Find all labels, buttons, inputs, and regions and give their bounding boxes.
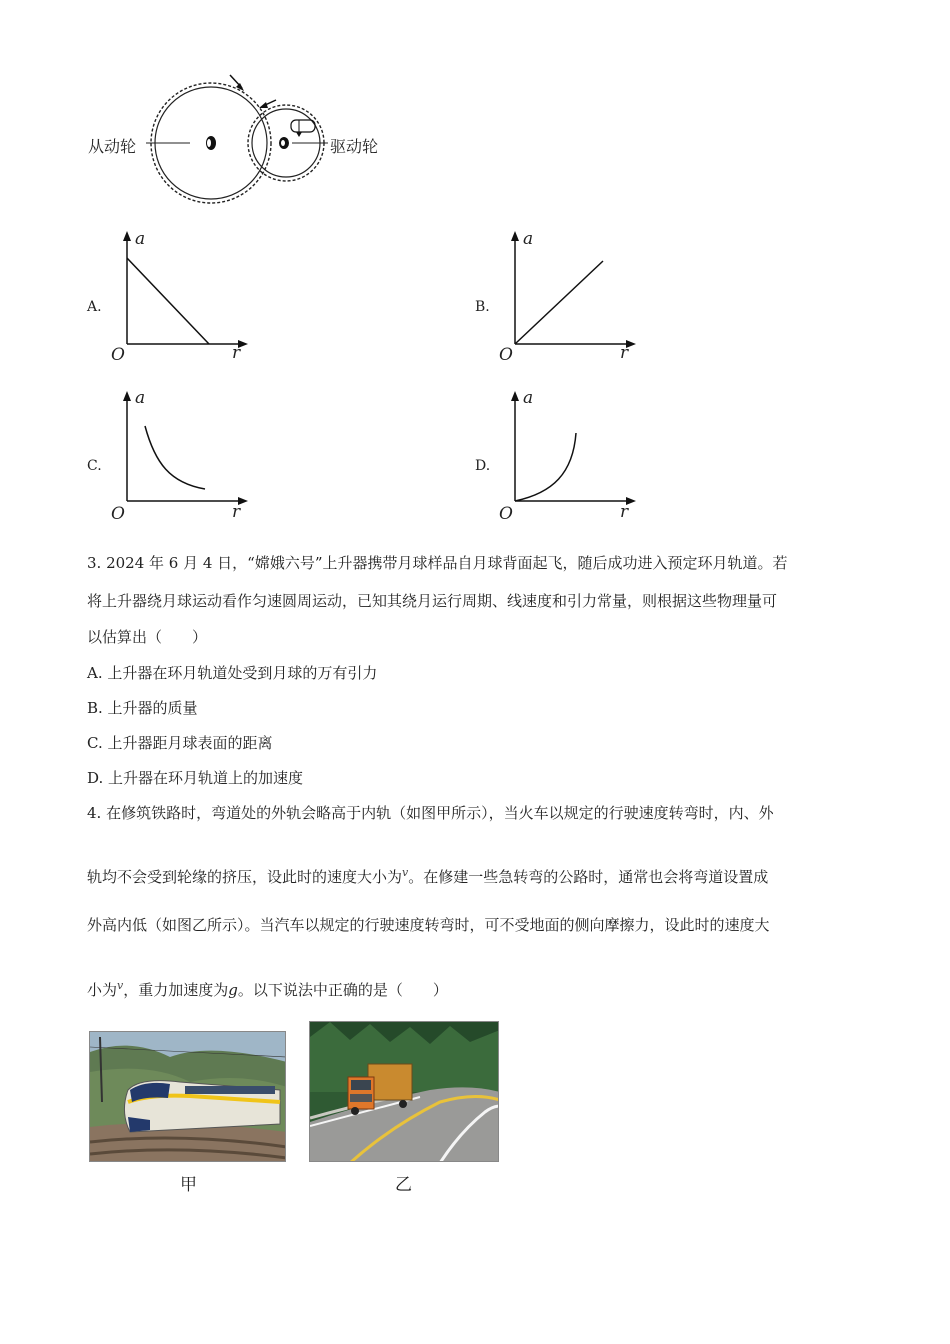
q3-line-1: 3. 2024 年 6 月 4 日，“嫦娥六号”上升器携带月球样品自月球背面起飞，随后成功进入预定环月轨道。若 (87, 554, 788, 572)
v1-symbol: v (402, 866, 409, 879)
train-photo (89, 1031, 286, 1162)
q3-line-3: 以估算出（ ） (87, 628, 208, 646)
q3-option-d[interactable]: D. 上升器在环月轨道上的加速度 (87, 769, 304, 787)
caption-jia: 甲 (180, 1175, 197, 1195)
q4-line-1: 4. 在修筑铁路时，弯道处的外轨会略高于内轨（如图甲所示），当火车以规定的行驶速度转弯时，内、外 (87, 804, 774, 822)
option-b-x-label: r (620, 343, 629, 363)
q4-line-2-end: 。在修建一些急转弯的公路时，通常也会将弯道设置成 (408, 868, 769, 886)
option-b-origin: O (499, 345, 513, 365)
q3-option-c[interactable]: C. 上升器距月球表面的距离 (87, 734, 273, 752)
q3-line-2: 将上升器绕月球运动看作匀速圆周运动，已知其绕月运行周期、线速度和引力常量，则根据这些物理量可 (87, 592, 778, 610)
option-d-origin: O (499, 504, 513, 524)
q4-line-3: 外高内低（如图乙所示）。当汽车以规定的行驶速度转弯时，可不受地面的侧向摩擦力，设此时的速度大 (87, 916, 770, 934)
option-c-letter[interactable]: C. (87, 458, 102, 474)
option-d-curve (515, 433, 576, 501)
option-d-letter[interactable]: D. (475, 458, 491, 474)
driving-gear-label: 驱动轮 (330, 137, 379, 156)
g-symbol: g (228, 981, 238, 999)
truck-photo (309, 1021, 499, 1162)
driven-gear-label: 从动轮 (88, 137, 137, 156)
option-c-y-label: a (135, 388, 146, 408)
option-b-letter[interactable]: B. (475, 299, 490, 315)
option-d-y-label: a (523, 388, 534, 408)
option-c-curve (145, 426, 205, 489)
v2-symbol: v (117, 979, 124, 992)
option-a-x-label: r (232, 343, 241, 363)
q4-line-4 (87, 976, 448, 1000)
q4-line-4-start: 小为 (87, 981, 118, 999)
q4-line-4-mid: ，重力加速度为 (123, 981, 229, 999)
option-c-origin: O (111, 504, 125, 524)
option-d-x-label: r (620, 502, 629, 522)
option-b-y-label: a (523, 229, 534, 249)
q3-option-b[interactable]: B. 上升器的质量 (87, 699, 198, 717)
caption-yi: 乙 (395, 1175, 412, 1195)
option-a-y-label: a (135, 229, 146, 249)
option-a-curve (127, 258, 209, 344)
option-a-origin: O (111, 345, 125, 365)
option-b-curve (515, 261, 603, 344)
option-c-x-label: r (232, 502, 241, 522)
q4-line-2 (87, 863, 768, 887)
option-a-letter[interactable]: A. (87, 299, 102, 315)
q4-line-2-start: 轨均不会受到轮缘的挤压，设此时的速度大小为 (87, 868, 403, 886)
q4-line-4-end: 。以下说法中正确的是（ ） (237, 981, 448, 999)
q3-option-a[interactable]: A. 上升器在环月轨道处受到月球的万有引力 (87, 664, 378, 682)
